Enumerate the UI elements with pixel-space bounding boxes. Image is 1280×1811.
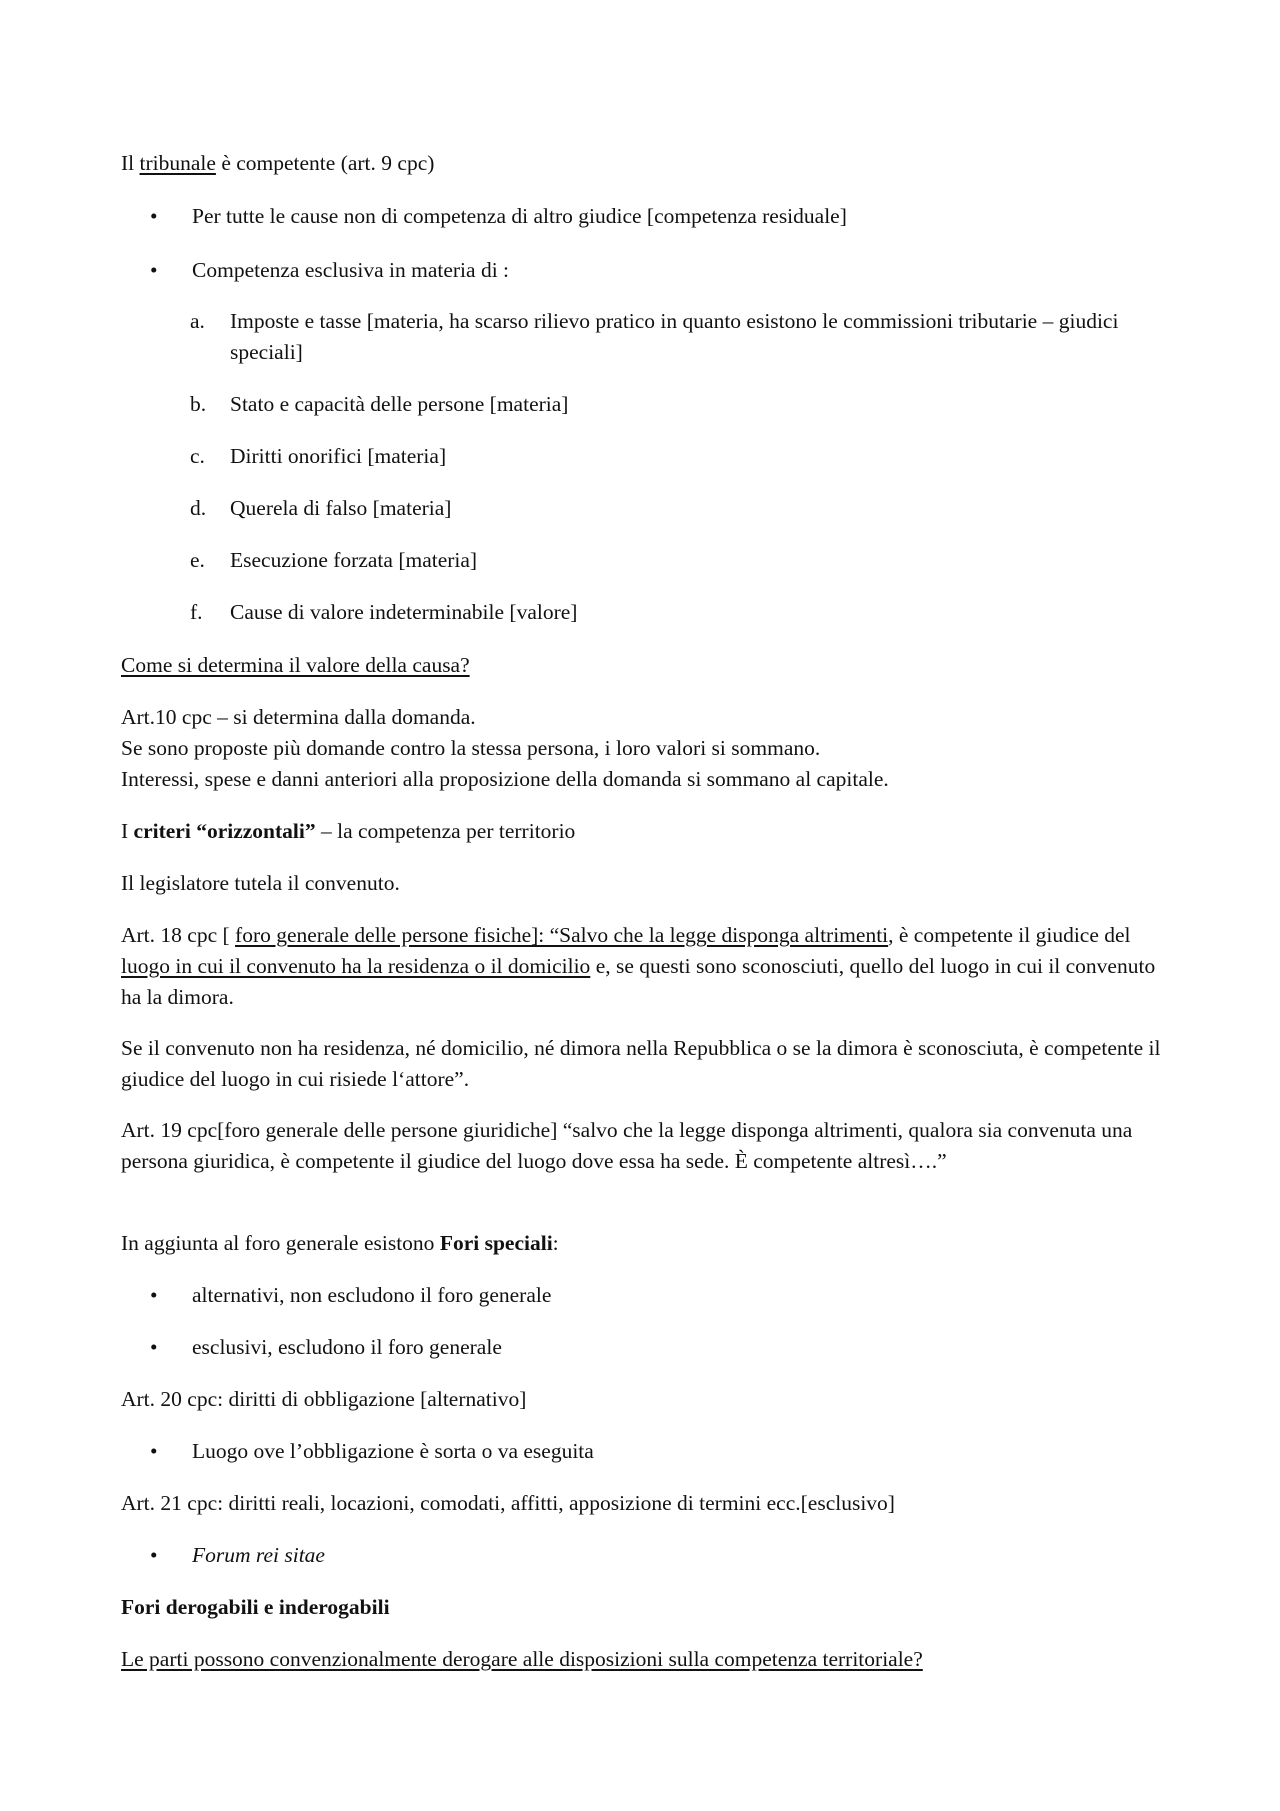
art10-line: Art.10 cpc – si determina dalla domanda.	[121, 705, 476, 729]
question-valore: Come si determina il valore della causa?	[121, 653, 470, 677]
art20-line: Art. 20 cpc: diritti di obbligazione [alternativo]	[121, 1387, 527, 1411]
document-page: Il tribunale è competente (art. 9 cpc) • Per tutte le cause non di competenza di altro giudice [competenza residuale] • Competenza esclusiva in materia di : a. Imposte e tasse [materia, ha scarso rilievo pratico in quanto esistono le commissioni tributarie – giudici speciali] b. Stato e capacità delle persone [materia] c. Diritti onorifici [materia] d. Querela di falso [materia] e. Esecuzione forzata [materia] f. Cause di valore indeterminabile [valore] Come si determina il valore della causa? Art.10 cpc – si determina dalla domanda. Se sono proposte più domande contro la stessa persona, i loro valori si sommano. Interessi, spese e danni anteriori alla proposizione della domanda si sommano al capitale. I criteri “orizzontali” – la competenza per territorio Il legislatore tutela il convenuto. Art. 18 cpc [ foro generale delle persone fisiche]: “Salvo che la legge disponga altrimenti, è competente il giudice del luogo in cui il convenuto ha la residenza o il domicilio e, se questi sono sconosciuti, quello del luogo in cui il convenuto ha la dimora. Se il convenuto non ha residenza, né domicilio, né dimora nella Repubblica o se la dimora è sconosciuta, è competente il giudice del luogo in cui risiede l‘attore”. Art. 19 cpc[foro generale delle persone giuridiche] “salvo che la legge disponga altrimenti, qualora sia convenuta una persona giuridica, è competente il giudice del luogo dove essa ha sede. È competente altresì….” In aggiunta al foro generale esistono Fori speciali: • alternativi, non escludono il foro generale • esclusivi, escludono il foro generale Art. 20 cpc: diritti di obbligazione [alternativo] • Luogo ove l’obbligazione è sorta o va eseguita Art. 21 cpc: diritti reali, locazioni, comodati, affitti, apposizione di termini ecc.[esclusivo] • Forum rei sitae Fori derogabili e inderogabili Le parti possono convenzionalmente derogare alle disposizioni sulla competenza territoriale?	[0, 0, 1280, 1811]
art21-line: Art. 21 cpc: diritti reali, locazioni, comodati, affitti, apposizione di termini ecc.[esclusivo]	[121, 1491, 895, 1515]
art18-paragraph: Art. 18 cpc [ foro generale delle persone fisiche]: “Salvo che la legge disponga altrimenti, è competente il giudice del luogo in cui il convenuto ha la residenza o il domicilio e, se questi sono sconosciuti, quello del luogo in cui il convenuto ha la dimora.	[121, 923, 1156, 1009]
art10-line: Interessi, spese e danni anteriori alla proposizione della domanda si sommano al capitale.	[121, 767, 889, 791]
tribunale-underlined: tribunale	[139, 151, 216, 175]
art10-line: Se sono proposte più domande contro la stessa persona, i loro valori si sommano.	[121, 736, 821, 760]
art18-continuation: Se il convenuto non ha residenza, né domicilio, né dimora nella Repubblica o se la dimora è sconosciuta, è competente il giudice del luogo in cui risiede l‘attore”.	[121, 1036, 1161, 1091]
art19-paragraph: Art. 19 cpc[foro generale delle persone giuridiche] “salvo che la legge disponga altrimenti, qualora sia convenuta una persona giuridica, è competente il giudice del luogo dove essa ha sede. È competente altresì….”	[121, 1118, 1133, 1173]
fori-speciali-line: In aggiunta al foro generale esistono Fori speciali:	[121, 1231, 559, 1255]
intro-line: Il tribunale è competente (art. 9 cpc)	[121, 151, 435, 175]
criteri-heading: I criteri “orizzontali” – la competenza per territorio	[121, 819, 576, 843]
fori-derogabili-heading: Fori derogabili e inderogabili	[121, 1595, 390, 1619]
question-deroga: Le parti possono convenzionalmente derogare alle disposizioni sulla competenza territoriale?	[121, 1647, 923, 1671]
legislatore-line: Il legislatore tutela il convenuto.	[121, 871, 400, 895]
